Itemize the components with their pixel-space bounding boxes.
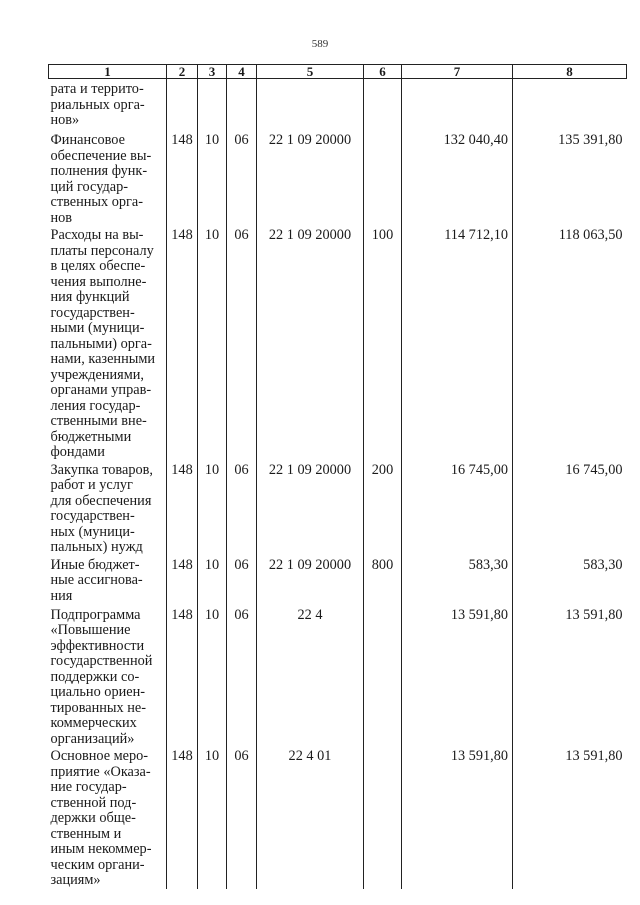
cell-col-7: 16 745,00 bbox=[402, 461, 513, 556]
table-row bbox=[49, 461, 627, 556]
cell-col-8: 118 063,50 bbox=[513, 226, 627, 461]
cell-col-2: 148 bbox=[167, 747, 198, 889]
cell-col-5 bbox=[257, 79, 364, 132]
cell-col-4: 06 bbox=[227, 131, 257, 226]
cell-col-8: 16 745,00 bbox=[513, 461, 627, 556]
cell-col-8: 583,30 bbox=[513, 556, 627, 606]
row-name-cell bbox=[49, 606, 167, 748]
header-col-8: 8 bbox=[513, 65, 627, 79]
header-col-3: 3 bbox=[198, 65, 227, 79]
cell-col-2: 148 bbox=[167, 461, 198, 556]
table-row bbox=[49, 747, 627, 889]
cell-col-4: 06 bbox=[227, 606, 257, 748]
cell-col-5: 22 1 09 20000 bbox=[257, 556, 364, 606]
cell-col-6 bbox=[364, 747, 402, 889]
header-col-2: 2 bbox=[167, 65, 198, 79]
table-row bbox=[49, 556, 627, 606]
cell-col-8: 13 591,80 bbox=[513, 606, 627, 748]
cell-col-4 bbox=[227, 79, 257, 132]
cell-col-4: 06 bbox=[227, 226, 257, 461]
cell-col-6 bbox=[364, 79, 402, 132]
cell-col-7: 13 591,80 bbox=[402, 747, 513, 889]
cell-col-6: 100 bbox=[364, 226, 402, 461]
row-name-cell bbox=[49, 226, 167, 461]
cell-col-7: 132 040,40 bbox=[402, 131, 513, 226]
cell-col-8: 13 591,80 bbox=[513, 747, 627, 889]
cell-col-7 bbox=[402, 79, 513, 132]
cell-col-3: 10 bbox=[198, 131, 227, 226]
cell-col-6 bbox=[364, 606, 402, 748]
header-col-5: 5 bbox=[257, 65, 364, 79]
row-name: Финансовое обеспечение вы- полнения функ- ций государ- ственных орга- нов bbox=[50, 132, 152, 226]
cell-col-7: 13 591,80 bbox=[402, 606, 513, 748]
table-row bbox=[49, 226, 627, 461]
table-row bbox=[49, 79, 627, 132]
header-col-6: 6 bbox=[364, 65, 402, 79]
budget-table bbox=[48, 64, 627, 889]
row-name: рата и террито- риальных орга- нов» bbox=[50, 81, 145, 128]
row-name-cell bbox=[49, 747, 167, 889]
cell-col-3: 10 bbox=[198, 606, 227, 748]
header-col-7: 7 bbox=[402, 65, 513, 79]
row-name: Основное меро- приятие «Оказа- ние государ- ственной под- держки обще- ственным и иным некоммер- ческим органи- зациям» bbox=[50, 748, 152, 888]
cell-col-5: 22 1 09 20000 bbox=[257, 131, 364, 226]
row-name: Подпрограмма «Повышение эффективности государственной поддержки со- циально ориен- тированных не- коммерческих организаций» bbox=[50, 606, 153, 747]
header-col-1: 1 bbox=[49, 65, 167, 79]
row-name: Закупка товаров, работ и услуг для обеспечения государствен- ных (муници- пальных) нужд bbox=[50, 461, 153, 555]
cell-col-4: 06 bbox=[227, 461, 257, 556]
cell-col-7: 583,30 bbox=[402, 556, 513, 606]
row-name-cell bbox=[49, 461, 167, 556]
cell-col-2: 148 bbox=[167, 606, 198, 748]
cell-col-5: 22 1 09 20000 bbox=[257, 461, 364, 556]
table-row bbox=[49, 606, 627, 748]
row-name: Иные бюджет- ные ассигнова- ния bbox=[50, 556, 143, 604]
cell-col-3: 10 bbox=[198, 461, 227, 556]
cell-col-3: 10 bbox=[198, 556, 227, 606]
header-row bbox=[49, 65, 627, 79]
cell-col-4: 06 bbox=[227, 747, 257, 889]
page-number: 589 bbox=[311, 38, 329, 50]
cell-col-2: 148 bbox=[167, 131, 198, 226]
cell-col-6 bbox=[364, 131, 402, 226]
header-col-4: 4 bbox=[227, 65, 257, 79]
cell-col-3: 10 bbox=[198, 226, 227, 461]
cell-col-7: 114 712,10 bbox=[402, 226, 513, 461]
table-row bbox=[49, 131, 627, 226]
cell-col-4: 06 bbox=[227, 556, 257, 606]
cell-col-5: 22 4 bbox=[257, 606, 364, 748]
cell-col-2 bbox=[167, 79, 198, 132]
cell-col-8 bbox=[513, 79, 627, 132]
cell-col-8: 135 391,80 bbox=[513, 131, 627, 226]
row-name-cell bbox=[49, 556, 167, 606]
cell-col-2: 148 bbox=[167, 556, 198, 606]
cell-col-2: 148 bbox=[167, 226, 198, 461]
cell-col-3: 10 bbox=[198, 747, 227, 889]
row-name: Расходы на вы- платы персоналу в целях обеспе- чения выполне- ния функций государствен- ными (муници- пальными) орга- нами, казенными учреждениями, органами управ- ления государ- ственными вне- бюджетными фондами bbox=[50, 227, 156, 460]
cell-col-3 bbox=[198, 79, 227, 132]
row-name-cell bbox=[49, 79, 167, 132]
cell-col-6: 200 bbox=[364, 461, 402, 556]
cell-col-5: 22 4 01 bbox=[257, 747, 364, 889]
row-name-cell bbox=[49, 131, 167, 226]
cell-col-5: 22 1 09 20000 bbox=[257, 226, 364, 461]
cell-col-6: 800 bbox=[364, 556, 402, 606]
budget-table-sheet bbox=[48, 64, 626, 888]
